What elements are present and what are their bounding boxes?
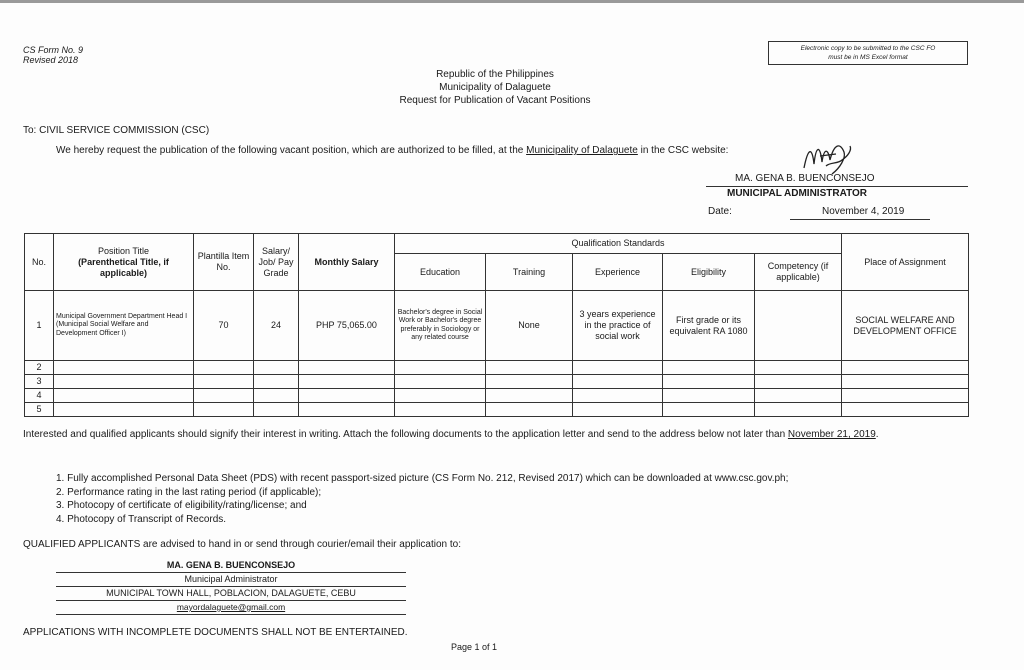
header-plantilla: Plantilla Item No.	[194, 234, 254, 291]
header-salary-grade: Salary/ Job/ Pay Grade	[254, 234, 299, 291]
request-agency: Municipality of Dalaguete	[526, 145, 638, 156]
signature-line	[706, 186, 968, 187]
table-row	[25, 375, 969, 389]
cell-competency	[755, 291, 842, 361]
header-qualification-standards: Qualification Standards	[395, 234, 842, 254]
table-row	[25, 291, 969, 361]
header-eligibility: Eligibility	[663, 254, 755, 291]
header-training: Training	[486, 254, 573, 291]
header-no: No.	[25, 234, 54, 291]
deadline-date: November 21, 2019	[787, 429, 876, 440]
cell-no: 3	[25, 375, 54, 389]
cell-no: 4	[25, 389, 54, 403]
date-underline	[790, 219, 930, 220]
notice-line-1: Electronic copy to be submitted to the CSC FO	[800, 45, 936, 52]
cell-position: Municipal Government Department Head I (Municipal Social Welfare and Development Officer I)	[54, 291, 194, 361]
cell-grade: 24	[254, 291, 299, 361]
header-experience: Experience	[573, 254, 663, 291]
header-republic: Republic of the Philippines	[436, 69, 554, 80]
signatory-name: MA. GENA B. BUENCONSEJO	[735, 173, 875, 184]
list-item: 2. Performance rating in the last rating period (if applicable);	[56, 486, 322, 498]
list-item: 4. Photocopy of Transcript of Records.	[56, 513, 227, 525]
vacant-positions-table	[24, 233, 969, 417]
list-item: 3. Photocopy of certificate of eligibility/rating/license; and	[56, 500, 307, 511]
cell-education: Bachelor's degree in Social Work or Bachelor's degree preferably in Sociology or any related course	[395, 291, 486, 361]
addressee: To: CIVIL SERVICE COMMISSION (CSC)	[23, 125, 210, 136]
address-name: MA. GENA B. BUENCONSEJO	[166, 560, 296, 570]
table-row	[25, 403, 969, 417]
address-office: MUNICIPAL TOWN HALL, POBLACION, DALAGUETE, CEBU	[106, 588, 356, 598]
cell-salary: PHP 75,065.00	[299, 291, 395, 361]
request-text-before: We hereby request the publication of the following vacant position, which are authorized to be filled, at the	[56, 145, 527, 156]
address-rule	[56, 586, 406, 587]
header-position	[54, 234, 194, 291]
cell-experience: 3 years experience in the practice of social work	[573, 291, 663, 361]
header-place: Place of Assignment	[842, 234, 969, 291]
cell-no: 2	[25, 361, 54, 375]
table-row	[25, 389, 969, 403]
incomplete-warning: APPLICATIONS WITH INCOMPLETE DOCUMENTS SHALL NOT BE ENTERTAINED.	[23, 627, 408, 638]
address-rule	[56, 614, 406, 615]
address-rule	[56, 572, 406, 573]
cell-place: SOCIAL WELFARE AND DEVELOPMENT OFFICE	[842, 291, 969, 361]
list-item: 1. Fully accomplished Personal Data Sheet (PDS) with recent passport-sized picture (CS Form No. 212, Revised 2017) which can be downloaded at www.csc.gov.ph;	[56, 473, 789, 484]
form-identifier	[23, 45, 83, 65]
signatory-title: MUNICIPAL ADMINISTRATOR	[727, 188, 867, 199]
cell-eligibility: First grade or its equivalent RA 1080	[663, 291, 755, 361]
header-education: Education	[395, 254, 486, 291]
interested-paragraph	[23, 428, 968, 441]
date-label: Date:	[708, 206, 732, 217]
cell-plantilla: 70	[194, 291, 254, 361]
requirements-list	[56, 472, 788, 526]
page-number: Page 1 of 1	[451, 642, 498, 652]
cell-no: 1	[25, 291, 54, 361]
electronic-copy-notice	[768, 41, 968, 65]
cell-no: 5	[25, 403, 54, 417]
interested-text: Interested and qualified applicants should signify their interest in writing. Attach the following documents to the application letter and send to the address below not later than	[23, 429, 788, 440]
header-parenthetical: (Parenthetical Title, if applicable)	[78, 256, 169, 278]
header-municipality: Municipality of Dalaguete	[439, 82, 551, 93]
request-text-after: in the CSC website:	[637, 145, 729, 156]
notice-line-2: must be in MS Excel format	[828, 54, 908, 61]
qualified-applicants-note: QUALIFIED APPLICANTS are advised to hand in or send through courier/email their application to:	[23, 539, 462, 550]
address-email: mayordalaguete@gmail.com	[176, 602, 286, 612]
form-number: CS Form No. 9	[23, 45, 84, 55]
header-monthly-salary: Monthly Salary	[299, 234, 395, 291]
document-header	[0, 68, 1024, 107]
interested-end: .	[875, 429, 879, 440]
header-position-title: Position Title	[97, 245, 150, 256]
request-statement	[56, 145, 728, 156]
address-rule	[56, 600, 406, 601]
cell-training: None	[486, 291, 573, 361]
header-competency: Competency (if applicable)	[755, 254, 842, 291]
header-title: Request for Publication of Vacant Positions	[399, 95, 591, 106]
scan-edge	[0, 0, 1024, 3]
form-revised: Revised 2018	[23, 55, 79, 65]
date-value: November 4, 2019	[822, 206, 905, 217]
table-row	[25, 361, 969, 375]
address-title: Municipal Administrator	[184, 574, 278, 584]
